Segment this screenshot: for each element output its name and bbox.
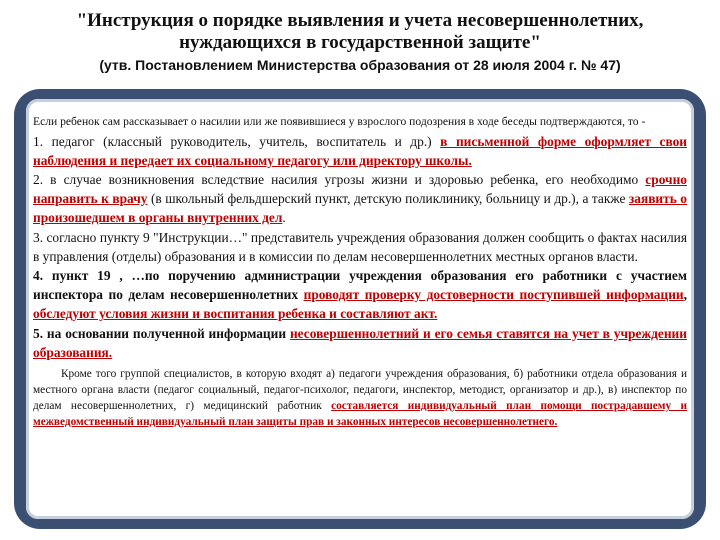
- item-2-text-c: .: [282, 210, 286, 226]
- item-5-text: 5. на основании полученной информации: [33, 325, 290, 341]
- title-line-2: нуждающихся в государственной защите": [179, 32, 541, 53]
- item-5-highlight: несовершеннолетний и его семья ставятся на учет в учреждении образования.: [33, 325, 687, 360]
- item-4-highlight-b: обследуют условия жизни и воспитания ребенка и составляют акт.: [33, 306, 438, 322]
- document-title: [0, 10, 720, 54]
- item-2-highlight-a: срочно направить к врачу: [33, 171, 687, 207]
- item-3: 3. согласно пункту 9 "Инструкции…" представитель учреждения образования должен сообщить о фактах насилия в управления (отделы) образования и в комиссии по делам несовершеннолетних местных органов власти.: [33, 229, 687, 264]
- item-1-highlight: в письменной форме оформляет свои наблюдения и передает их социальному педагогу или директору школы.: [33, 133, 688, 168]
- item-1-text: 1. педагог (классный руководитель, учитель, воспитатель и др.): [33, 133, 441, 149]
- item-2-highlight-b: заявить о произошедшем в органы внутренних дел: [33, 191, 687, 226]
- title-line-1: "Инструкция о порядке выявления и учета несовершеннолетних,: [76, 10, 644, 31]
- item-2: [33, 170, 687, 228]
- item-2-text-a: 2. в случае возникновения вследствие насилия угрозы жизни и здоровью ребенка, его необходимо: [33, 171, 646, 187]
- item-2-text-b: (в школьный фельдшерский пункт, детскую поликлинику, больницу и др.), а также: [147, 191, 629, 207]
- intro-text: Если ребенок сам рассказывает о насилии или же появившиеся у взрослого подозрения в ходе беседы подтверждаются, то -: [33, 115, 646, 128]
- item-1: [33, 132, 687, 170]
- item-4-text: 4. пункт 19 , …по поручению администрации учреждения образования его работники с участием инспектора по делам несовершеннолетних: [33, 267, 687, 303]
- item-4: [33, 266, 687, 324]
- item-5: [33, 324, 687, 362]
- footer-paragraph: [33, 366, 687, 430]
- footer-highlight: составляется индивидуальный план помощи пострадавшему и межведомственный индивидуальный план защиты прав и законных интересов несовершеннолетнего.: [33, 399, 688, 428]
- document-subtitle: (утв. Постановлением Министерства образования от 28 июля 2004 г. № 47): [99, 57, 621, 73]
- item-4-separator: ,: [683, 287, 687, 303]
- item-4-highlight-a: проводят проверку достоверности поступившей информации: [303, 287, 684, 303]
- content-body: [33, 114, 687, 430]
- footer-text: Кроме того группой специалистов, в которую входят а) педагоги учреждения образования, б) работники отдела образования и местного органа власти (педагог социальный, педагог-психолог, педагоги, инспектор, методист, организатор и др.), в) инспектор по делам несовершеннолетних, г) медицинский работник: [33, 367, 687, 412]
